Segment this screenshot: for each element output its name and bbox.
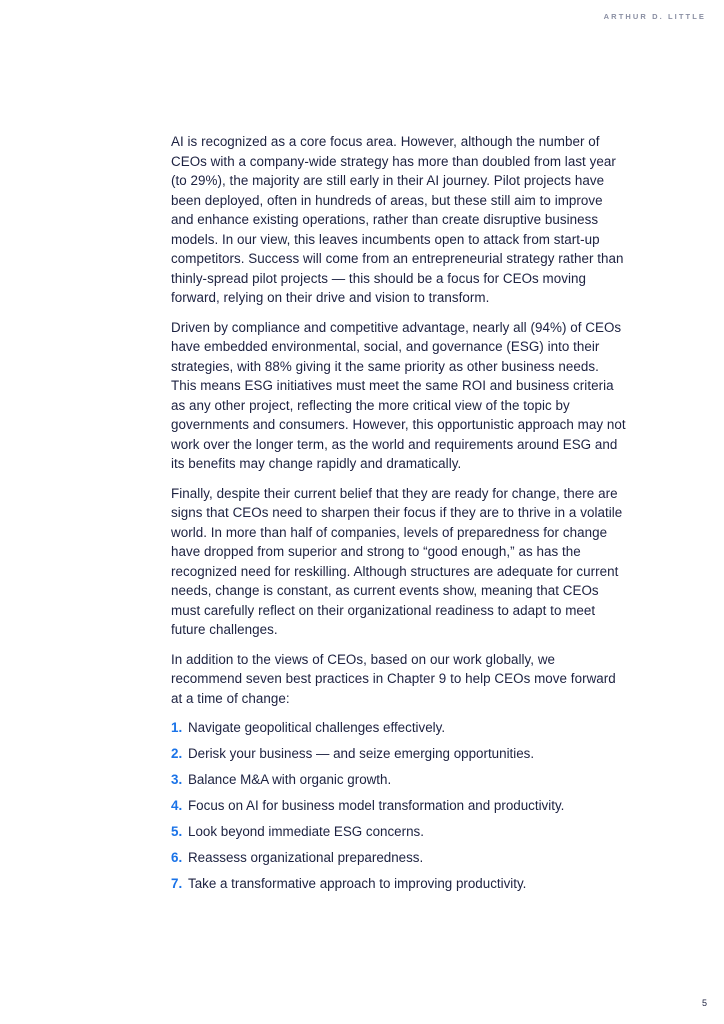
list-item-text: Look beyond immediate ESG concerns. [188, 824, 424, 839]
list-item-number: 5. [171, 824, 183, 839]
list-item [171, 848, 626, 868]
paragraph-preparedness: Finally, despite their current belief that they are ready for change, there are signs that CEOs need to sharpen their focus if they are to thrive in a volatile world. In more than half of companies, levels of preparedness for change have dropped from superior and strong to “good enough,” as has the recognized need for reskilling. Although structures are adequate for current needs, change is constant, as current events show, meaning that CEOs must carefully reflect on their organizational readiness to adapt to meet future challenges. [171, 485, 623, 637]
list-item [171, 796, 626, 816]
list-item-text: Balance M&A with organic growth. [188, 772, 392, 787]
best-practices-list [171, 718, 626, 894]
list-item [171, 874, 626, 894]
list-item-number: 6. [171, 850, 183, 865]
list-item-text: Navigate geopolitical challenges effectively. [188, 720, 446, 735]
list-item-number: 1. [171, 720, 183, 735]
list-item-number: 7. [171, 876, 183, 891]
page-number: 5 [701, 998, 707, 1008]
main-content [171, 132, 626, 900]
list-item-text: Derisk your business — and seize emerging opportunities. [188, 746, 535, 761]
list-item-number: 2. [171, 746, 183, 761]
list-item-text: Reassess organizational preparedness. [188, 850, 424, 865]
paragraph-ai-focus: AI is recognized as a core focus area. However, although the number of CEOs with a company-wide strategy has more than doubled from last year (to 29%), the majority are still early in their AI journey. Pilot projects have been deployed, often in hundreds of areas, but these still aim to improve and enhance existing operations, rather than create disruptive business models. In our view, this leaves incumbents open to attack from start-up competitors. Success will come from an entrepreneurial strategy rather than thinly-spread pilot projects — this should be a focus for CEOs moving forward, relying on their drive and vision to transform. [171, 134, 624, 305]
list-item [171, 718, 626, 738]
list-item [171, 744, 626, 764]
list-item [171, 822, 626, 842]
list-item-text: Focus on AI for business model transformation and productivity. [188, 798, 565, 813]
paragraph-best-practices-intro: In addition to the views of CEOs, based on our work globally, we recommend seven best practices in Chapter 9 to help CEOs move forward at a time of change: [171, 651, 616, 706]
list-item [171, 770, 626, 790]
brand-logo-text: ARTHUR D. LITTLE [603, 12, 706, 21]
list-item-text: Take a transformative approach to improving productivity. [188, 876, 527, 891]
paragraph-esg: Driven by compliance and competitive advantage, nearly all (94%) of CEOs have embedded environmental, social, and governance (ESG) into their strategies, with 88% giving it the same priority as other business needs. This means ESG initiatives must meet the same ROI and business criteria as any other project, reflecting the more critical view of the topic by governments and consumers. However, this opportunistic approach may not work over the longer term, as the world and requirements around ESG and its benefits may change rapidly and dramatically. [171, 319, 626, 471]
list-item-number: 3. [171, 772, 183, 787]
list-item-number: 4. [171, 798, 183, 813]
